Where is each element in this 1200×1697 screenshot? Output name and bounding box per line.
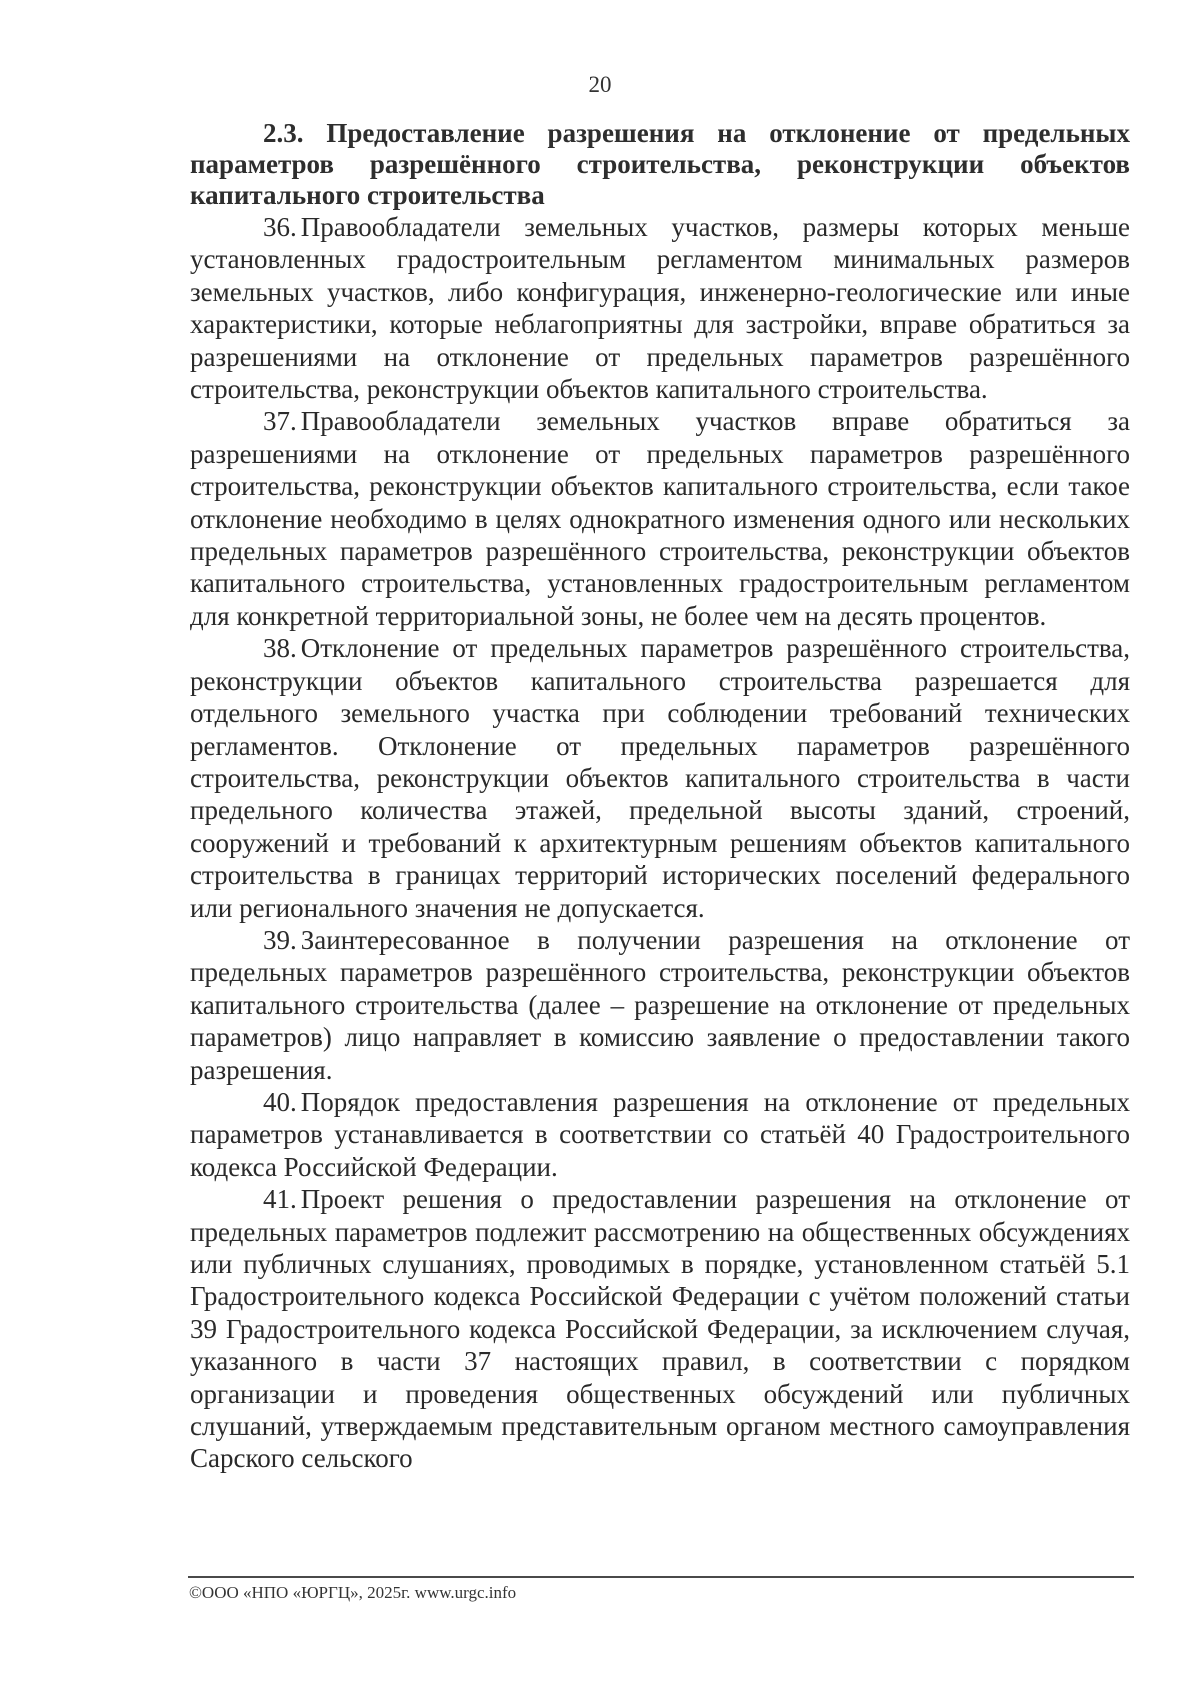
section-heading: 2.3. Предоставление разрешения на отклонение от предельных параметров разрешённого строительства, реконструкции объектов капитального строительства — [190, 118, 1130, 210]
page-number: 20 — [588, 72, 612, 97]
paragraph-40 — [190, 1086, 1130, 1183]
paragraph-text: Проект решения о предоставлении разрешения на отклонение от предельных параметров подлежит рассмотрению на общественных обсуждениях или публичных слушаниях, проводимых в порядке, установленном статьёй 5.1 Градостроительного кодекса Российской Федерации с учётом положений статьи 39 Градостроительного кодекса Российской Федерации, за исключением случая, указанного в части 37 настоящих правил, в соответствии с порядком организации и проведения общественных обсуждений или публичных слушаний, утверждаемым представительным органом местного самоуправления Сарского сельского — [190, 1184, 1130, 1474]
paragraph-text: Правообладатели земельных участков, размеры которых меньше установленных градостроительным регламентом минимальных размеров земельных участков, либо конфигурация, инженерно-геологические или иные характеристики, которые неблагоприятны для застройки, вправе обратиться за разрешениями на отклонение от предельных параметров разрешённого строительства, реконструкции объектов капитального строительства. — [190, 212, 1130, 405]
paragraph-number: 41. — [263, 1184, 297, 1215]
document-body — [190, 118, 1130, 1475]
paragraph-number: 40. — [263, 1086, 297, 1117]
paragraph-number: 38. — [263, 633, 297, 664]
paragraph-number: 37. — [263, 406, 297, 437]
footer-copyright: ©ООО «НПО «ЮРГЦ», 2025г. www.urgc.info — [189, 1583, 517, 1602]
paragraph-text: Заинтересованное в получении разрешения на отклонение от предельных параметров разрешённого строительства, реконструкции объектов капитального строительства (далее – разрешение на отклонение от предельных параметров) лицо направляет в комиссию заявление о предоставлении такого разрешения. — [190, 924, 1130, 1085]
footer-divider — [188, 1576, 1134, 1578]
paragraph-37 — [190, 405, 1130, 632]
paragraph-41 — [190, 1183, 1130, 1475]
paragraph-36 — [190, 211, 1130, 405]
paragraph-number: 36. — [263, 212, 297, 242]
paragraph-number: 39. — [263, 924, 297, 955]
paragraph-text: Порядок предоставления разрешения на отклонение от предельных параметров устанавливается в соответствии со статьёй 40 Градостроительного кодекса Российской Федерации. — [190, 1086, 1130, 1182]
paragraph-38 — [190, 632, 1130, 924]
paragraph-39 — [190, 924, 1130, 1086]
paragraph-text: Правообладатели земельных участков вправе обратиться за разрешениями на отклонение от предельных параметров разрешённого строительства, реконструкции объектов капитального строительства, если такое отклонение необходимо в целях однократного изменения одного или нескольких предельных параметров разрешённого строительства, реконструкции объектов капитального строительства, установленных градостроительным регламентом для конкретной территориальной зоны, не более чем на десять процентов. — [190, 406, 1130, 631]
paragraph-text: Отклонение от предельных параметров разрешённого строительства, реконструкции объектов капитального строительства разрешается для отдельного земельного участка при соблюдении требований технических регламентов. Отклонение от предельных параметров разрешённого строительства, реконструкции объектов капитального строительства в части предельного количества этажей, предельной высоты зданий, строений, сооружений и требований к архитектурным решениям объектов капитального строительства в границах территорий исторических поселений федерального или регионального значения не допускается. — [190, 633, 1130, 923]
